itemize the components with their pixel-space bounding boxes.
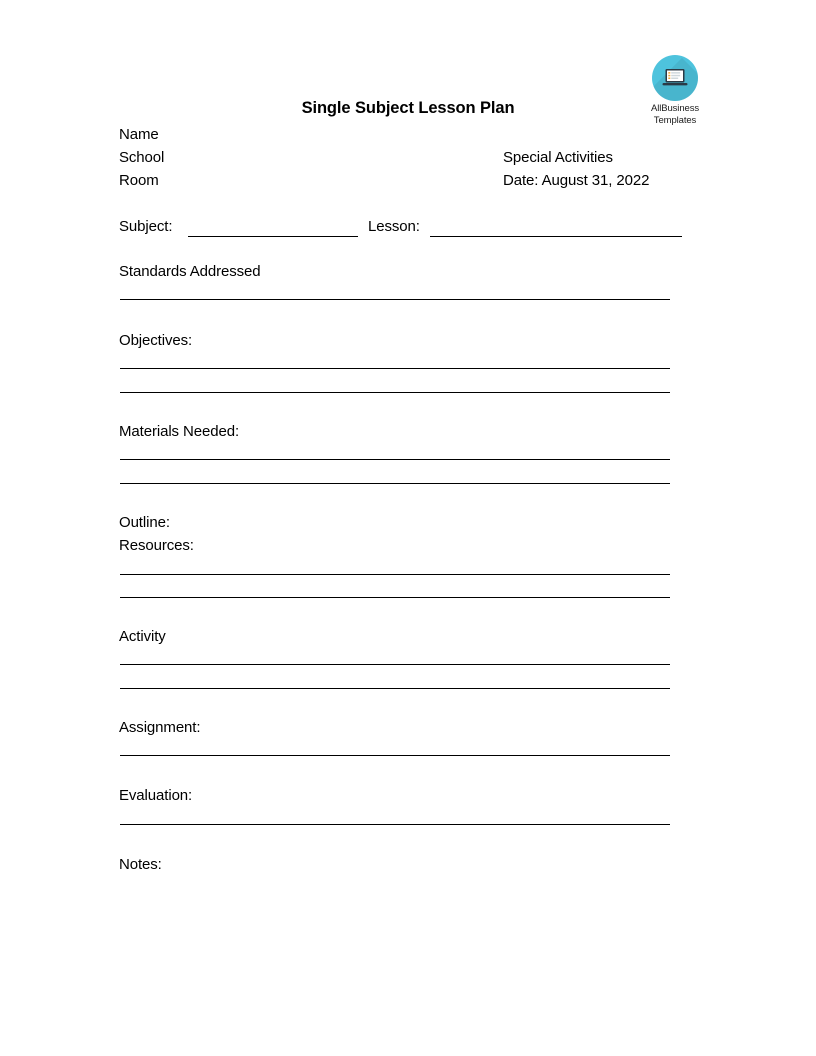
field-label-date: Date: August 31, 2022 bbox=[503, 172, 650, 189]
section-label-evaluation: Evaluation: bbox=[119, 787, 193, 804]
logo-brand-line-1: AllBusiness bbox=[650, 103, 699, 114]
section-label-resources: Resources: bbox=[119, 537, 194, 554]
evaluation-line-1[interactable] bbox=[120, 824, 670, 825]
section-label-outline: Outline: bbox=[119, 514, 170, 531]
assignment-line-1[interactable] bbox=[120, 755, 670, 756]
page-title-text: Single Subject Lesson Plan bbox=[301, 99, 515, 117]
activity-line-2[interactable] bbox=[120, 688, 670, 689]
standards-addressed-line-1[interactable] bbox=[120, 299, 670, 300]
field-label-special-activities: Special Activities bbox=[503, 149, 613, 166]
materials-needed-line-2[interactable] bbox=[120, 483, 670, 484]
field-label-name: Name bbox=[119, 126, 159, 143]
lesson-input-underline[interactable] bbox=[430, 236, 682, 237]
objectives-line-2[interactable] bbox=[120, 392, 670, 393]
section-label-notes: Notes: bbox=[119, 856, 162, 873]
field-label-room: Room bbox=[119, 172, 159, 189]
resources-line-1[interactable] bbox=[120, 574, 670, 575]
objectives-line-1[interactable] bbox=[120, 368, 670, 369]
field-label-lesson: Lesson: bbox=[368, 218, 420, 235]
activity-line-1[interactable] bbox=[120, 664, 670, 665]
section-label-standards-addressed: Standards Addressed bbox=[119, 263, 261, 280]
page-title bbox=[0, 99, 816, 118]
field-label-subject: Subject: bbox=[119, 218, 173, 235]
subject-input-underline[interactable] bbox=[188, 236, 358, 237]
logo-brand-line-2: Templates bbox=[653, 114, 697, 126]
laptop-icon bbox=[652, 55, 698, 101]
section-label-assignment: Assignment: bbox=[119, 719, 201, 736]
resources-line-2[interactable] bbox=[120, 597, 670, 598]
section-label-materials-needed: Materials Needed: bbox=[119, 423, 240, 440]
section-label-objectives: Objectives: bbox=[119, 332, 193, 349]
section-label-activity: Activity bbox=[119, 628, 166, 645]
materials-needed-line-1[interactable] bbox=[120, 459, 670, 460]
field-label-school: School bbox=[119, 149, 165, 166]
